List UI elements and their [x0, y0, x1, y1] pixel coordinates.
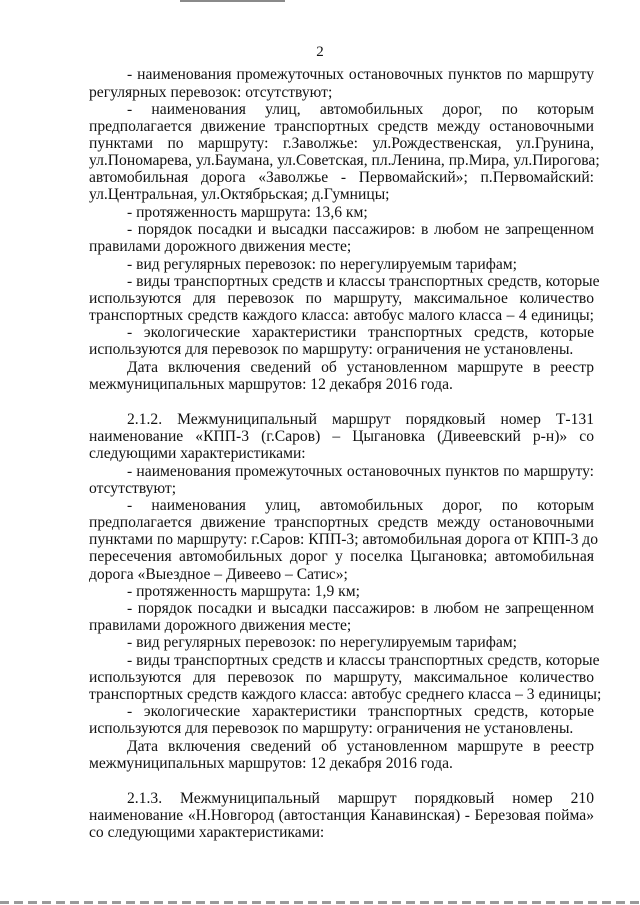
- text-line: - виды транспортных средств и классы транспортных средств, которые: [127, 273, 600, 290]
- text-line: автомобильная дорога «Заволжье - Первомайский»; п.Первомайский:: [89, 169, 594, 186]
- text-line: пунктами по маршруту: г.Саров: КПП-3; автомобильная дорога от КПП-3 до: [89, 531, 598, 548]
- text-line: пересечения автомобильных дорог у поселка Цыгановка; автомобильная: [89, 548, 594, 565]
- section-heading-line: 2.1.2. Межмуниципальный маршрут порядковый номер Т-131: [127, 411, 594, 428]
- text-line: со следующими характеристиками:: [89, 824, 325, 841]
- text-line: ул.Пономарева, ул.Баумана, ул.Советская, пл.Ленина, пр.Мира, ул.Пирогова;: [89, 152, 600, 169]
- text-line: - вид регулярных перевозок: по нерегулируемым тарифам;: [127, 634, 518, 651]
- text-line: транспортных средств каждого класса: автобус малого класса – 4 единицы;: [89, 307, 594, 324]
- text-line: - порядок посадки и высадки пассажиров: в любом не запрещенном: [127, 221, 594, 238]
- text-line: используются для перевозок по маршруту: ограничения не установлены.: [89, 720, 574, 737]
- text-line: используются для перевозок по маршруту: ограничения не установлены.: [89, 341, 574, 358]
- text-line: - виды транспортных средств и классы транспортных средств, которые: [127, 652, 600, 669]
- text-line: предполагается движение транспортных средств между остановочными: [89, 118, 594, 135]
- text-line: - наименования улиц, автомобильных дорог, по которым: [127, 101, 594, 118]
- text-line: Дата включения сведений об установленном маршруте в реестр: [127, 738, 594, 755]
- text-line: наименование «Н.Новгород (автостанция Канавинская) - Березовая пойма»: [89, 807, 594, 824]
- text-line: - порядок посадки и высадки пассажиров: в любом не запрещенном: [127, 600, 594, 617]
- scan-edge-line: [180, 0, 285, 2]
- text-line: - наименования улиц, автомобильных дорог, по которым: [127, 497, 594, 514]
- text-line: используются для перевозок по маршруту, максимальное количество: [89, 669, 594, 686]
- text-line: правилами дорожного движения месте;: [89, 238, 352, 255]
- text-line: - экологические характеристики транспортных средств, которые: [127, 703, 594, 720]
- text-line: правилами дорожного движения месте;: [89, 617, 352, 634]
- page-number: 2: [316, 44, 324, 60]
- text-line: следующими характеристиками:: [89, 445, 306, 462]
- text-line: - протяженность маршрута: 13,6 км;: [127, 204, 368, 221]
- text-line: пунктами по маршруту: г.Заволжье: ул.Рождественская, ул.Грунина,: [89, 135, 594, 152]
- text-line: ул.Центральная, ул.Октябрьская; д.Гумницы;: [89, 186, 390, 203]
- text-line: регулярных перевозок: отсутствуют;: [89, 84, 333, 101]
- text-line: предполагается движение транспортных средств между остановочными: [89, 514, 594, 531]
- text-line: наименование «КПП-3 (г.Саров) – Цыгановка (Дивеевский р-н)» со: [89, 428, 594, 445]
- text-line: - протяженность маршрута: 1,9 км;: [127, 583, 360, 600]
- section-heading-line: 2.1.3. Межмуниципальный маршрут порядковый номер 210: [127, 790, 594, 807]
- text-line: используются для перевозок по маршруту, максимальное количество: [89, 290, 594, 307]
- text-line: - экологические характеристики транспортных средств, которые: [127, 324, 594, 341]
- text-line: дорога «Выездное – Дивеево – Сатис»;: [89, 566, 348, 583]
- text-line: транспортных средств каждого класса: автобус среднего класса – 3 единицы;: [89, 686, 602, 703]
- text-line: - вид регулярных перевозок: по нерегулируемым тарифам;: [127, 256, 518, 273]
- text-line: Дата включения сведений об установленном маршруте в реестр: [127, 359, 594, 376]
- text-line: - наименования промежуточных остановочных пунктов по маршруту: [127, 66, 594, 83]
- text-line: отсутствуют;: [89, 480, 177, 497]
- text-line: межмуниципальных маршрутов: 12 декабря 2016 года.: [89, 376, 453, 393]
- text-line: межмуниципальных маршрутов: 12 декабря 2016 года.: [89, 755, 453, 772]
- scan-edge-line: [0, 901, 640, 904]
- text-line: - наименования промежуточных остановочных пунктов по маршруту:: [127, 463, 594, 480]
